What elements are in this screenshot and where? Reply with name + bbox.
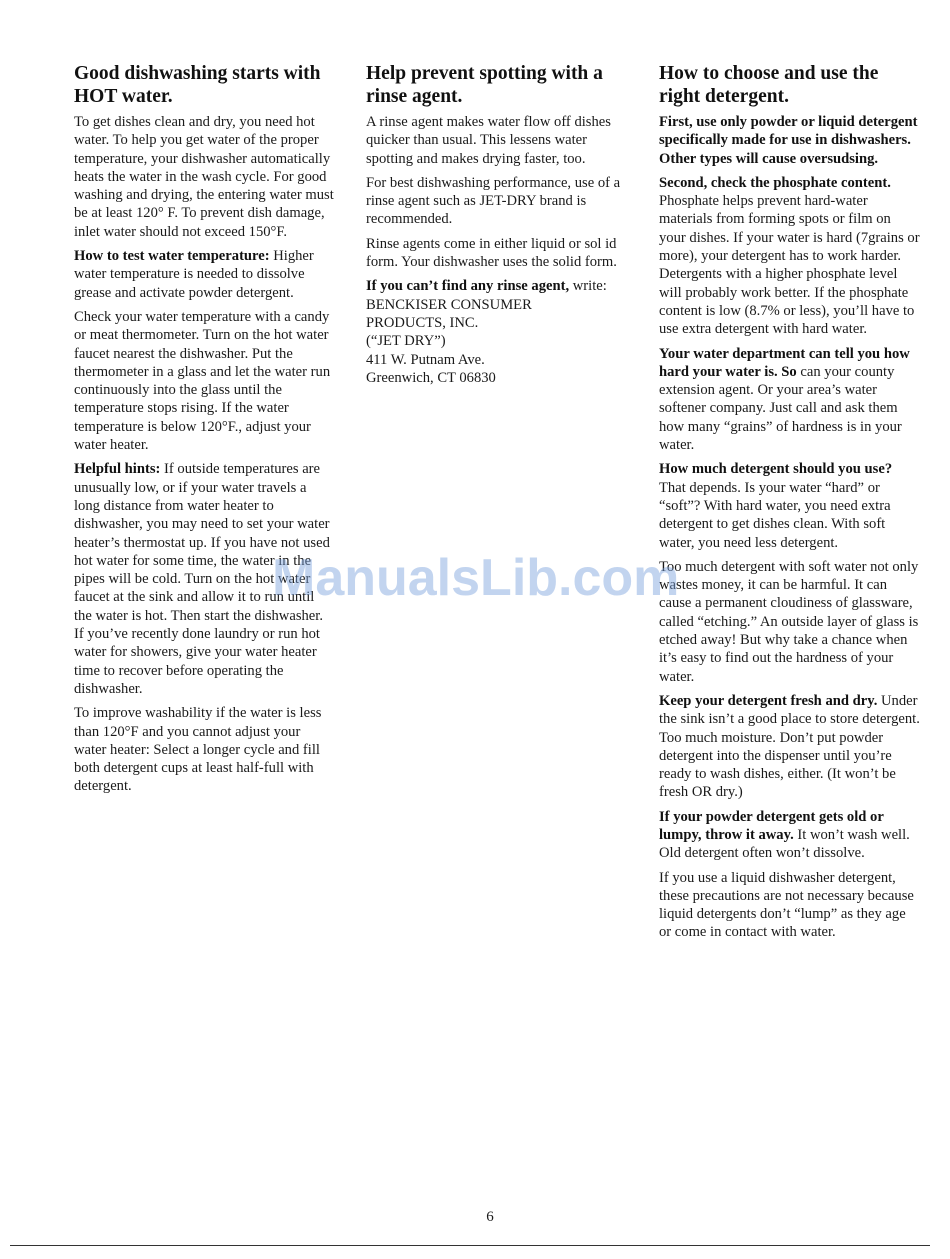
paragraph-old-lumpy (659, 808, 921, 863)
paragraph-rinse-intro: A rinse agent makes water flow off dishes quicker than usual. This lessens water spotting and makes drying faster, too. (366, 114, 611, 167)
text-helpful-hints: If outside temperatures are unusually low, or if your water travels a long distance from water heater to dishwasher, you may need to set your water heater’s thermostat up. If you have not used hot water for some time, the water in the pipes will be cold. Turn on the hot water faucet at the sink and allow it to run until the water is hot. Then start the dishwasher. If you’ve recently done laundry or run hot water for showers, give your water heater time to recover before operating the dishwasher. (74, 461, 330, 697)
mailing-address (366, 296, 628, 387)
paragraph-rinse-forms: Rinse agents come in either liquid or sol id form. Your dishwasher uses the solid form. (366, 235, 617, 271)
paragraph-too-much: Too much detergent with soft water not only wastes money, it can be harmful. It can cause a permanent cloudiness of glassware, called “etching.” An outside layer of glass is etched away! But why take a chance when it’s easy to find out the hardness of your water. (659, 558, 919, 685)
heading-rinse-agent: Help prevent spotting with a rinse agent. (366, 63, 603, 107)
lead-how-much: How much detergent should you use? (659, 461, 893, 478)
heading-hot-water: Good dishwashing starts with HOT water. (74, 63, 321, 107)
paragraph-rinse-write (366, 277, 628, 295)
paragraph-check-temperature: Check your water temperature with a candy or meat thermometer. Turn on the hot water faucet nearest the dishwasher. Put the thermometer in a glass and let the water run continuously into the glass until the temperature stops rising. If the water temperature is below 120°F., adjust your water heater. (74, 308, 331, 454)
lead-old-lumpy: If your powder detergent gets old or lumpy, throw it away. (659, 808, 884, 843)
text-how-much: That depends. Is your water “hard” or “soft”? With hard water, you need extra detergent to get dishes clean. With soft water, you need less detergent. (659, 479, 891, 551)
lead-helpful-hints: Helpful hints: (74, 461, 161, 478)
text-rinse-write: write: (569, 278, 607, 295)
column-detergent (659, 62, 921, 948)
address-line-3: (“JET DRY”) (366, 333, 446, 350)
paragraph-rinse-recommended: For best dishwashing performance, use of a rinse agent such as JET-DRY brand is recommended. (366, 174, 621, 228)
column-hot-water (74, 62, 334, 802)
paragraph-test-temperature (74, 247, 334, 302)
address-line-5: Greenwich, CT 06830 (366, 369, 496, 386)
text-fresh-dry: Under the sink isn’t a good place to store detergent. Too much moisture. Don’t put powder detergent into the dispenser until you’re ready to wash dishes, either. (It won’t be fresh OR dry.) (659, 692, 920, 801)
paragraph-how-much (659, 460, 921, 551)
page-number: 6 (486, 1209, 494, 1225)
text-test-temperature: Higher water temperature is needed to dissolve grease and activate powder detergent. (74, 248, 314, 301)
address-line-4: 411 W. Putnam Ave. (366, 351, 485, 368)
lead-water-department: Your water department can tell you how hard your water is. So (659, 345, 910, 380)
column-rinse-agent (366, 62, 628, 393)
lead-rinse-write: If you can’t find any rinse agent, (366, 278, 570, 295)
paragraph-hot-water-intro: To get dishes clean and dry, you need hot water. To help you get water of the proper temperature, your dishwasher automatically heats the water in the wash cycle. For good washing and drying, the entering water must be at least 120° F. To prevent dish damage, inlet water should not exceed 150°F. (74, 114, 334, 240)
text-water-department: can your county extension agent. Or your area’s water softener company. Just call and ask them how many “grains” of hardness is in your water. (659, 363, 902, 454)
paragraph-detergent-first (659, 113, 921, 168)
text-phosphate: Phosphate helps prevent hard-water materials from forming spots or film on your dishes. If your water is hard (7grains or more), your detergent has to work harder. Detergents with a higher phosphate level will probably work better. If the phosphate content is low (8.7% or less), you’ll have to use extra detergent with hard water. (659, 193, 920, 338)
address-line-1: BENCKISER CONSUMER (366, 296, 532, 313)
lead-fresh-dry: Keep your detergent fresh and dry. (659, 692, 878, 709)
paragraph-phosphate (659, 174, 921, 339)
address-line-2: PRODUCTS, INC. (366, 314, 479, 331)
paragraph-fresh-dry (659, 692, 921, 802)
lead-test-temperature: How to test water temperature: (74, 248, 270, 265)
heading-detergent: How to choose and use the right detergent. (659, 63, 879, 107)
paragraph-water-department (659, 345, 921, 455)
paragraph-liquid-detergent: If you use a liquid dishwasher detergent, these precautions are not necessary because liquid detergents don’t “lump” as they age or come in contact with water. (659, 869, 914, 941)
text-old-lumpy: It won’t wash well. Old detergent often won’t dissolve. (659, 826, 910, 862)
lead-detergent-first: First, use only powder or liquid detergent specifically made for use in dishwashers. Other types will cause oversudsing. (659, 114, 918, 167)
lead-phosphate: Second, check the phosphate content. (659, 174, 891, 191)
footer-divider (10, 1245, 930, 1246)
watermark: ManualsLib.com (272, 549, 680, 607)
paragraph-improve-washability: To improve washability if the water is less than 120°F and you cannot adjust your water heater: Select a longer cycle and fill both detergent cups at least half-full with detergent. (74, 705, 322, 795)
